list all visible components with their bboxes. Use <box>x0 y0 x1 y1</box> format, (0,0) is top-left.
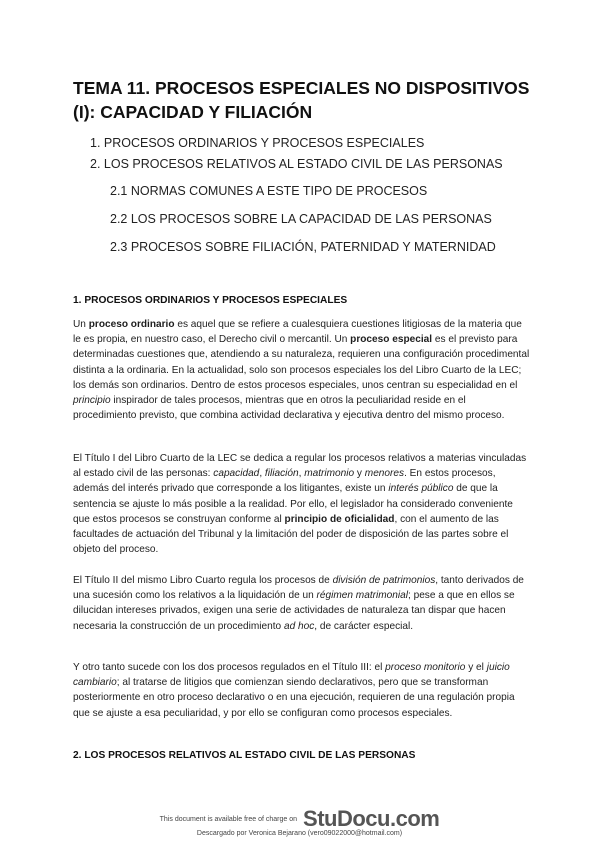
toc-item-2-1: 2.1 NORMAS COMUNES A ESTE TIPO DE PROCESOS <box>110 184 428 198</box>
footer-download-notice: Descargado por Veronica Bejarano (vero09022000@hotmail.com) <box>196 830 403 837</box>
document-title: TEMA 11. PROCESOS ESPECIALES NO DISPOSITIVOS (I): CAPACIDAD Y FILIACIÓN <box>73 78 530 122</box>
toc-item-1: 1. PROCESOS ORDINARIOS Y PROCESOS ESPECIALES <box>90 136 425 150</box>
footer-availability <box>0 806 599 832</box>
paragraph-3: El Título II del mismo Libro Cuarto regula los procesos de división de patrimonios, tanto derivados de una sucesión como los relativos a la liquidación de un régimen matrimonial; pese a que en ellos se dilucidan intereses privados, exigen una serie de actividades de naturaleza tan dispar que hacen necesaria la construcción de un procedimiento ad hoc, de carácter especial. <box>73 575 524 632</box>
studocu-logo[interactable]: StuDocu.com <box>303 806 440 831</box>
toc-item-2-2: 2.2 LOS PROCESOS SOBRE LA CAPACIDAD DE LAS PERSONAS <box>110 212 492 226</box>
section-1-heading: 1. PROCESOS ORDINARIOS Y PROCESOS ESPECIALES <box>73 295 348 306</box>
paragraph-2: El Título I del Libro Cuarto de la LEC se dedica a regular los procesos relativos a materias vinculadas al estado civil de las personas: capacidad, filiación, matrimonio y menores. En estos procesos, además del interés privado que corresponde a los litigantes, existe un interés público de que la sentencia se ajuste lo más posible a la realidad. Por ello, el legislador ha considerado conveniente que estos procesos se construyan conforme al principio de oficialidad, con el aumento de las facultades de actuación del Tribunal y la limitación del poder de disposición de las partes sobre el objeto del proceso. <box>73 453 527 556</box>
paragraph-1: Un proceso ordinario es aquel que se refiere a cualesquiera cuestiones litigiosas de la materia que le es propia, en nuestro caso, el Derecho civil o mercantil. Un proceso especial es el previsto para determinadas cuestiones que, atendiendo a su naturaleza, requieren una configuración procedimental distinta a la ordinaria. En la actualidad, solo son procesos especiales los del Libro Cuarto de la LEC; los demás son ordinarios. Dentro de estos procesos especiales, unos centran su especialidad en el principio inspirador de tales procesos, mientras que en otros la peculiaridad reside en el procedimiento previsto, que combina actividad declarativa y ejecutiva dentro del mismo proceso. <box>73 319 530 422</box>
availability-text: This document is available free of charge on <box>159 815 298 823</box>
toc-item-2: 2. LOS PROCESOS RELATIVOS AL ESTADO CIVIL DE LAS PERSONAS <box>90 157 503 171</box>
toc-item-2-3: 2.3 PROCESOS SOBRE FILIACIÓN, PATERNIDAD Y MATERNIDAD <box>110 240 496 254</box>
paragraph-4: Y otro tanto sucede con los dos procesos regulados en el Título III: el proceso monitorio y el juicio cambiario; al tratarse de litigios que comienzan siendo declarativos, pero que se transforman posteriormente en otro proceso declarativo o en una ejecución, requieren de una regulación propia que se ajuste a esa peculiaridad, y por ello se configuran como procesos especiales. <box>73 662 515 719</box>
section-2-heading: 2. LOS PROCESOS RELATIVOS AL ESTADO CIVIL DE LAS PERSONAS <box>73 750 416 761</box>
